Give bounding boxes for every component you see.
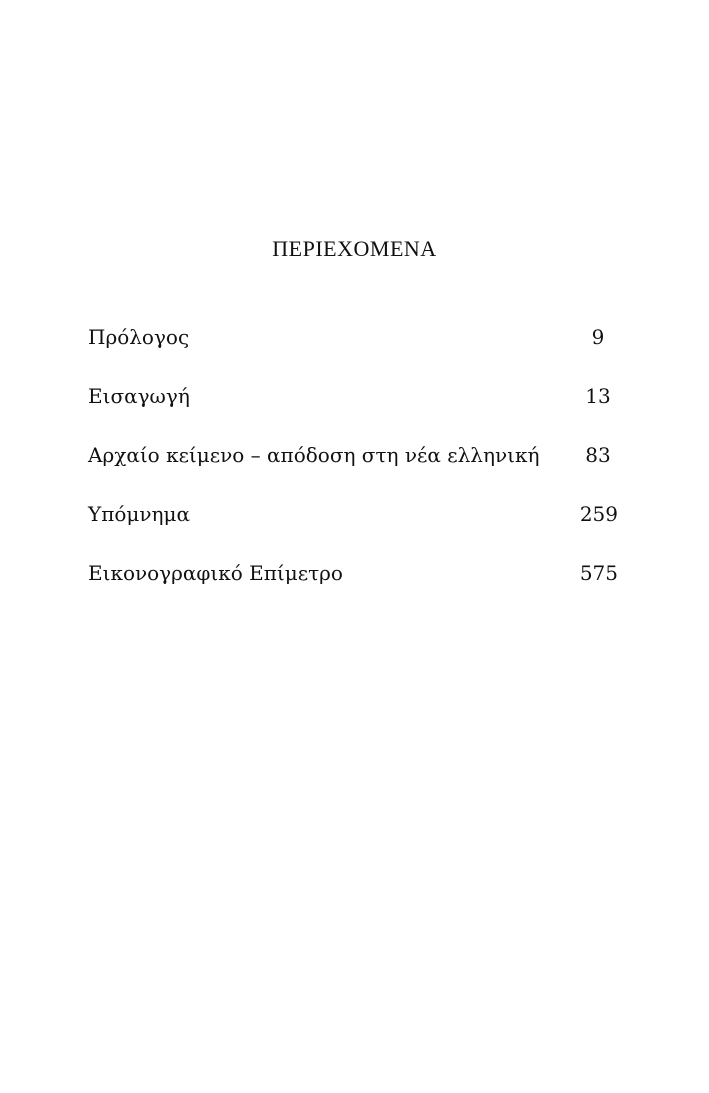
toc-entry-page-number: 83	[585, 443, 611, 467]
toc-entry-label: Πρόλογος	[88, 325, 190, 349]
page-title: ΠΕΡΙΕΧΟΜΕΝΑ	[272, 236, 437, 261]
toc-entry-page-number: 9	[591, 325, 605, 349]
toc-entry-introduction	[88, 381, 618, 411]
toc-entry-page-number: 13	[585, 384, 611, 408]
toc-entry-prologue	[88, 322, 618, 352]
toc-entry-page-number: 575	[579, 561, 618, 585]
toc-entry-illustrated-appendix	[88, 558, 618, 588]
toc-entry-commentary	[88, 499, 618, 529]
table-of-contents	[88, 322, 618, 617]
toc-entry-label: Υπόμνημα	[88, 502, 191, 526]
toc-entry-page-number: 259	[579, 502, 618, 526]
toc-entry-label: Αρχαίο κείμενο – απόδοση στη νέα ελληνική	[88, 443, 540, 467]
toc-entry-ancient-text	[88, 440, 618, 470]
toc-entry-label: Εισαγωγή	[88, 384, 190, 408]
toc-entry-label: Εικονογραφικό Επίμετρο	[88, 561, 343, 585]
